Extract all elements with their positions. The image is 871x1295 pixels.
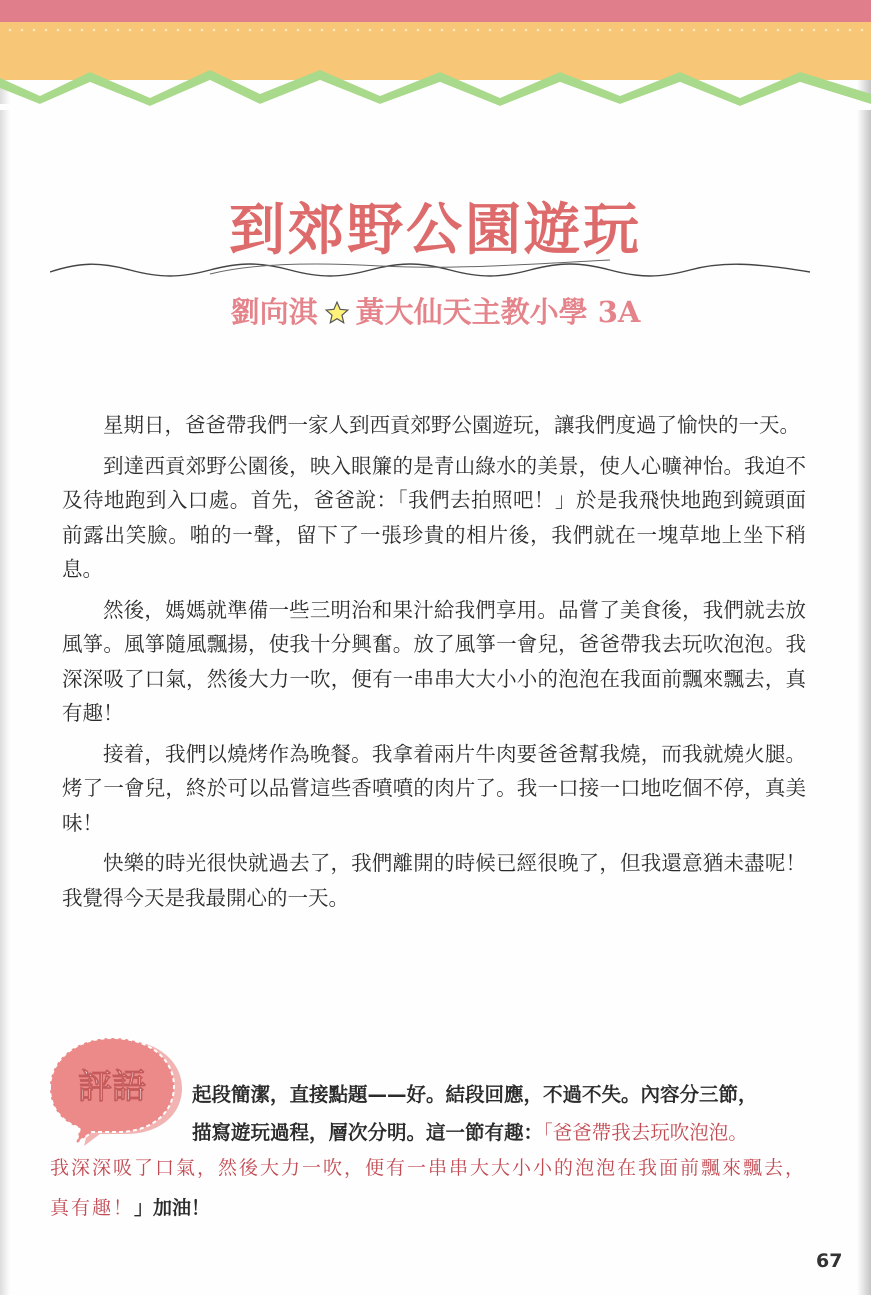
top-banner	[0, 0, 871, 110]
comment-main	[192, 1076, 812, 1152]
comment-badge-label: 評語	[78, 1067, 146, 1107]
class-name: 3A	[597, 295, 641, 329]
comment-line-2-text: 描寫遊玩過程，層次分明。這一節有趣：	[192, 1121, 544, 1144]
essay-body	[62, 408, 806, 921]
comment-quote-text: 我深深吸了口氣，然後大力一吹，便有一串串大大小小的泡泡在我面前飄來飄去，真有趣！	[50, 1157, 807, 1219]
star-icon	[324, 299, 350, 333]
essay-paragraph: 星期日，爸爸帶我們一家人到西貢郊野公園遊玩，讓我們度過了愉快的一天。	[103, 413, 800, 437]
title-wavy-rule	[50, 252, 810, 286]
comment-quote-start: 「爸爸帶我去玩吹泡泡。	[543, 1121, 748, 1144]
byline	[0, 290, 871, 333]
essay-paragraph: 接着，我們以燒烤作為晚餐。我拿着兩片牛肉要爸爸幫我燒，而我就燒火腿。烤了一會兒，終於可以品嘗這些香噴噴的肉片了。我一口接一口地吃個不停，真美味！	[62, 741, 806, 835]
essay-paragraph: 到達西貢郊野公園後，映入眼簾的是青山綠水的美景，使人心曠神怡。我迫不及待地跑到入口處。首先，爸爸說：「我們去拍照吧！」於是我飛快地跑到鏡頭面前露出笑臉。啪的一聲，留下了一張珍貴的相片後，我們就在一塊草地上坐下稍息。	[62, 453, 806, 581]
article-title: 到郊野公園遊玩	[229, 197, 642, 263]
comment-quote-end: 」加油！	[134, 1197, 211, 1219]
comment-line-2	[192, 1114, 812, 1152]
essay-paragraph: 然後，媽媽就準備一些三明治和果汁給我們享用。品嘗了美食後，我們就去放風箏。風箏隨風飄揚，使我十分興奮。放了風箏一會兒，爸爸帶我去玩吹泡泡。我深深吸了口氣，然後大力一吹，便有一串串大大小小的泡泡在我面前飄來飄去，真有趣！	[62, 597, 806, 725]
page-number: 67	[816, 1250, 843, 1272]
author-name: 劉向淇	[230, 295, 318, 329]
comment-line-1: 起段簡潔，直接點題——好。結段回應，不過不失。內容分三節，	[192, 1083, 758, 1106]
comment-continuation	[50, 1148, 812, 1228]
essay-paragraph: 快樂的時光很快就過去了，我們離開的時候已經很晚了，但我還意猶未盡呢！我覺得今天是我最開心的一天。	[62, 851, 806, 910]
school-name: 黃大仙天主教小學	[355, 295, 588, 329]
comment-badge	[40, 1030, 190, 1150]
